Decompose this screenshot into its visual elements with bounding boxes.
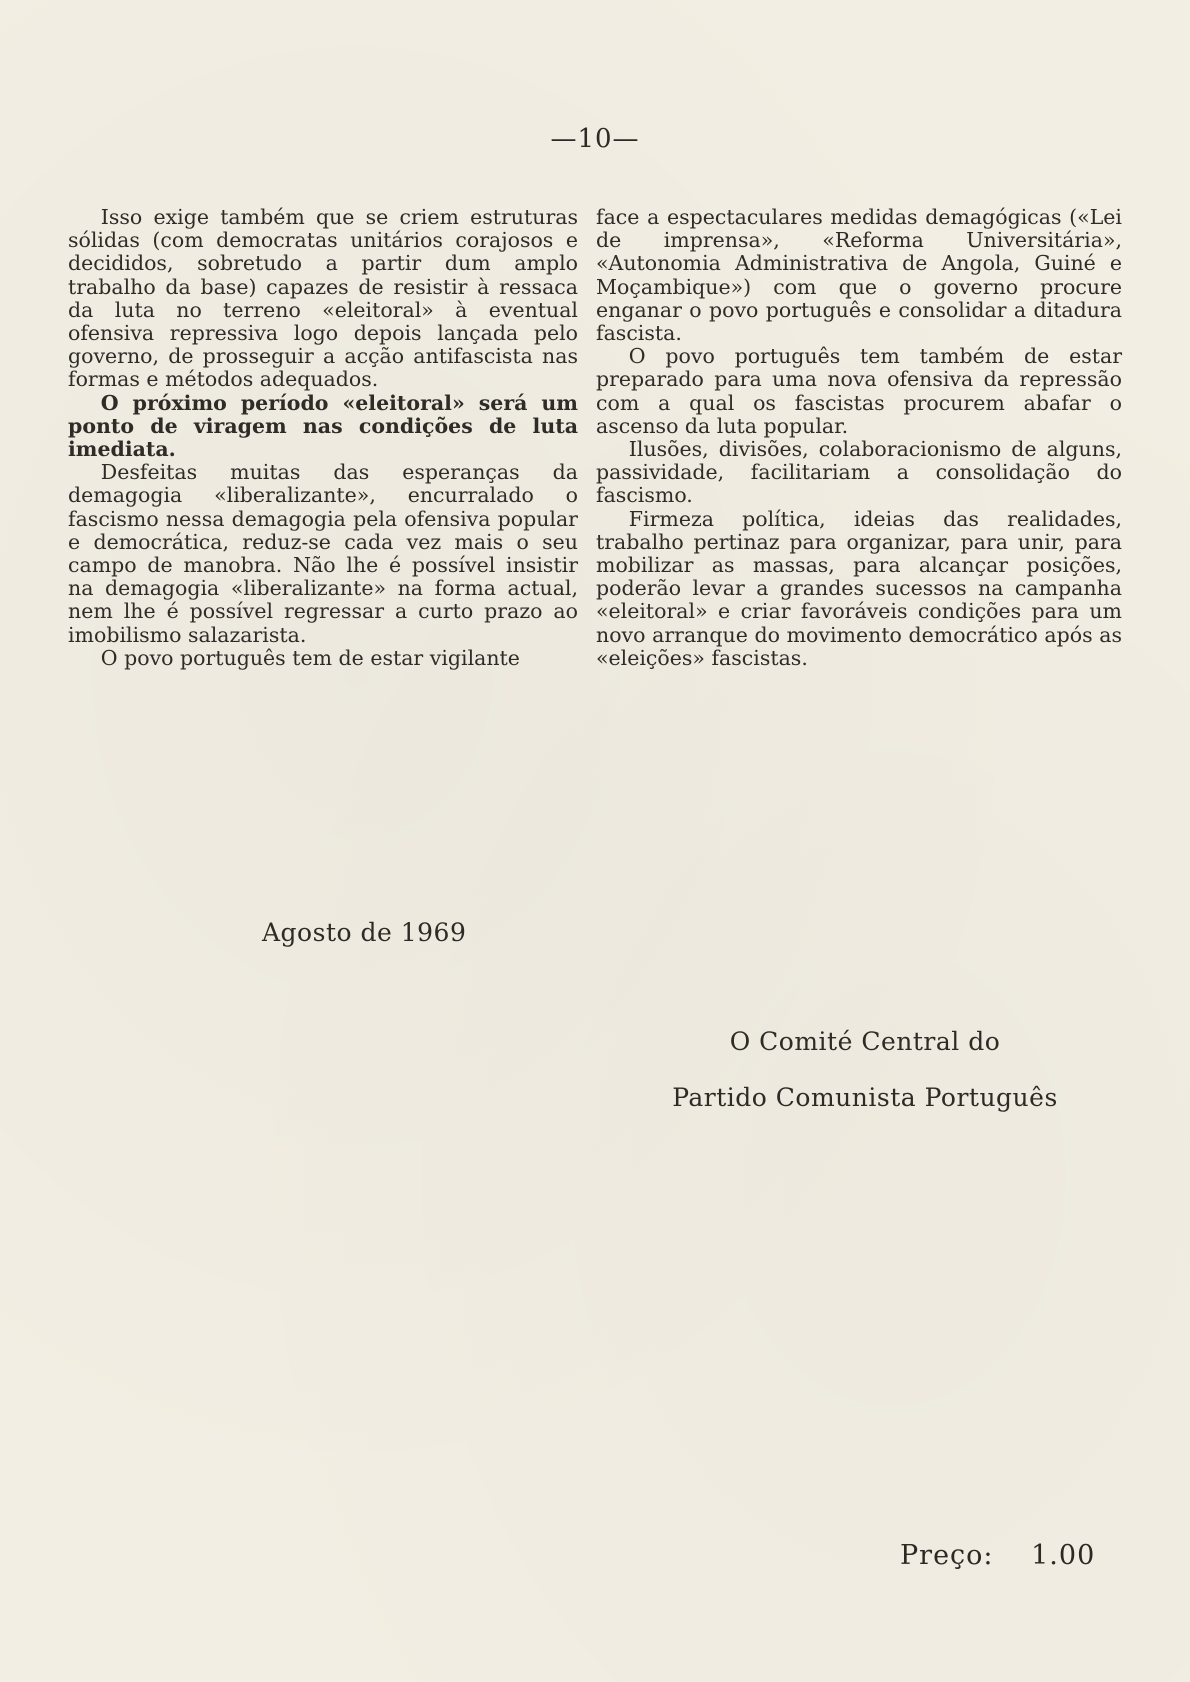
page-number: —10— <box>550 124 640 154</box>
right-paragraph-4: Firmeza política, ideias das realidades, trabalho pertinaz para organizar, para unir, para mobilizar as massas, para alcançar posições, poderão levar a grandes sucessos na campanha «eleitoral» e criar favoráveis condições para um novo arranque do movimento democrático após as «eleições» fascistas. <box>596 506 1122 670</box>
right-paragraph-3: Ilusões, divisões, colaboracionismo de alguns, passividade, facilitariam a consolidação do fascismo. <box>596 437 1122 508</box>
left-column <box>68 206 578 670</box>
right-paragraph-2: O povo português tem também de estar preparado para uma nova ofensiva da repressão com a qual os fascistas procurem abafar o ascenso da luta popular. <box>596 344 1122 438</box>
price <box>900 1540 1095 1571</box>
left-paragraph-2: O próximo período «eleitoral» será um ponto de viragem nas condições de luta imediata. <box>68 390 578 462</box>
right-column <box>596 206 1122 670</box>
left-paragraph-3: Desfeitas muitas das esperanças da demagogia «liberalizante», encurralado o fascismo nessa demagogia pela ofensiva popular e democrática, reduz-se cada vez mais o seu campo de manobra. Não lhe é possível insistir na demagogia «liberalizante» na forma actual, nem lhe é possível regressar a curto prazo ao imobilismo salazarista. <box>68 460 578 647</box>
signature-line-2: Partido Comunista Português <box>672 1083 1058 1112</box>
right-paragraph-1: face a espectaculares medidas demagógicas («Lei de imprensa», «Reforma Universitária», «Autonomia Administrativa de Angola, Guiné e Moçambique») com que o governo procure enganar o povo português e consolidar a ditadura fascista. <box>596 205 1122 346</box>
signature-line-1: O Comité Central do <box>729 1027 1001 1056</box>
price-label: Preço: <box>900 1540 994 1571</box>
left-paragraph-4: O povo português tem de estar vigilante <box>100 645 520 670</box>
price-value: 1.00 <box>1031 1540 1096 1571</box>
left-paragraph-1: Isso exige também que se criem estruturas sólidas (com democratas unitários corajosos e decididos, sobretudo a partir dum amplo trabalho da base) capazes de resistir à ressaca da luta no terreno «eleitoral» à eventual ofensiva repressiva logo depois lançada pelo governo, de prosseguir a acção antifascista nas formas e métodos adequados. <box>68 205 578 392</box>
document-date: Agosto de 1969 <box>262 918 467 947</box>
